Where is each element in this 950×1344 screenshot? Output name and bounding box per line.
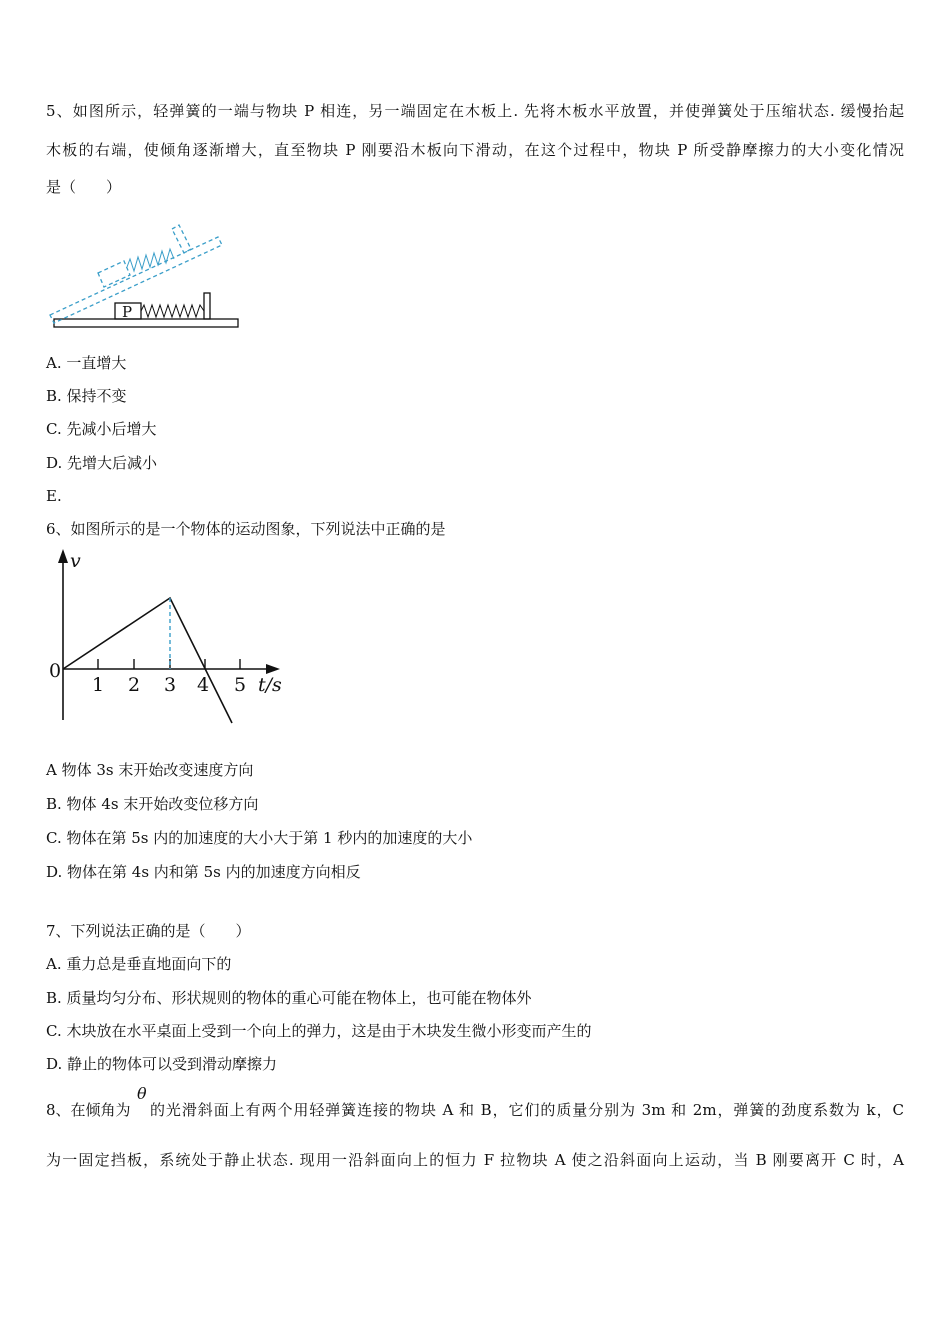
q5-figure-inclined-board xyxy=(46,215,246,335)
q5-option-e[interactable]: E. xyxy=(46,487,62,505)
tilted-board-dashed xyxy=(50,225,222,323)
q5-option-c[interactable]: C. 先减小后增大 xyxy=(46,420,157,438)
q8-stem-line-1-b: 的光滑斜面上有两个用轻弹簧连接的物块 A 和 B，它们的质量分别为 3m 和 2m，弹簧的劲度系数为 k，C xyxy=(150,1101,904,1119)
q5-stem-line-3: 是（ ） xyxy=(46,178,122,196)
tilted-stop xyxy=(172,225,191,253)
q6-option-a[interactable]: A 物体 3s 末开始改变速度方向 xyxy=(46,761,254,779)
q5-option-b[interactable]: B. 保持不变 xyxy=(46,387,127,405)
q7-option-b[interactable]: B. 质量均匀分布、形状规则的物体的重心可能在物体上，也可能在物体外 xyxy=(46,989,532,1007)
velocity-line xyxy=(63,598,232,723)
q5-stem-line-1: 5、如图所示，轻弹簧的一端与物块 P 相连，另一端固定在木板上. 先将木板水平放置，并使弹簧处于压缩状态. 缓慢抬起 xyxy=(46,102,904,120)
x-axis-label: t/s xyxy=(258,674,282,696)
tilted-spring xyxy=(127,249,174,271)
tick-label-4: 4 xyxy=(197,674,210,696)
q6-option-d[interactable]: D. 物体在第 4s 内和第 5s 内的加速度方向相反 xyxy=(46,863,361,881)
x-axis-arrow xyxy=(266,664,280,674)
board-horizontal xyxy=(54,319,238,327)
tick-label-5: 5 xyxy=(234,674,247,696)
tick-label-2: 2 xyxy=(128,674,141,696)
spring xyxy=(141,305,204,317)
block-p-label: P xyxy=(122,303,133,321)
origin-label: 0 xyxy=(49,660,62,682)
tilted-board xyxy=(50,237,222,323)
q5-stem-line-2: 木板的右端，使倾角逐渐增大，直至物块 P 刚要沿木板向下滑动，在这个过程中，物块 P 所受静摩擦力的大小变化情况 xyxy=(46,141,904,159)
q8-stem-line-2: 为一固定挡板，系统处于静止状态. 现用一沿斜面向上的恒力 F 拉物块 A 使之沿斜面向上运动，当 B 刚要离开 C 时，A xyxy=(46,1151,904,1169)
y-axis-arrow xyxy=(58,549,68,563)
q7-stem: 7、下列说法正确的是（ ） xyxy=(46,922,251,940)
tick-label-3: 3 xyxy=(164,674,177,696)
q7-option-a[interactable]: A. 重力总是垂直地面向下的 xyxy=(46,955,232,973)
y-axis-label: v xyxy=(70,550,81,572)
q6-option-b[interactable]: B. 物体 4s 末开始改变位移方向 xyxy=(46,795,259,813)
q8-theta-symbol: θ xyxy=(137,1084,147,1103)
q6-vt-graph xyxy=(40,545,290,725)
q5-option-d[interactable]: D. 先增大后减小 xyxy=(46,454,158,472)
tilted-block xyxy=(98,261,130,287)
q7-option-d[interactable]: D. 静止的物体可以受到滑动摩擦力 xyxy=(46,1055,278,1073)
q6-option-c[interactable]: C. 物体在第 5s 内的加速度的大小大于第 1 秒内的加速度的大小 xyxy=(46,829,473,847)
fixed-stop xyxy=(204,293,210,319)
tick-label-1: 1 xyxy=(92,674,105,696)
q8-stem-line-1-a: 8、在倾角为 xyxy=(46,1101,131,1119)
q5-option-a[interactable]: A. 一直增大 xyxy=(46,354,127,372)
q6-stem: 6、如图所示的是一个物体的运动图象，下列说法中正确的是 xyxy=(46,520,446,538)
q7-option-c[interactable]: C. 木块放在水平桌面上受到一个向上的弹力，这是由于木块发生微小形变而产生的 xyxy=(46,1022,592,1040)
